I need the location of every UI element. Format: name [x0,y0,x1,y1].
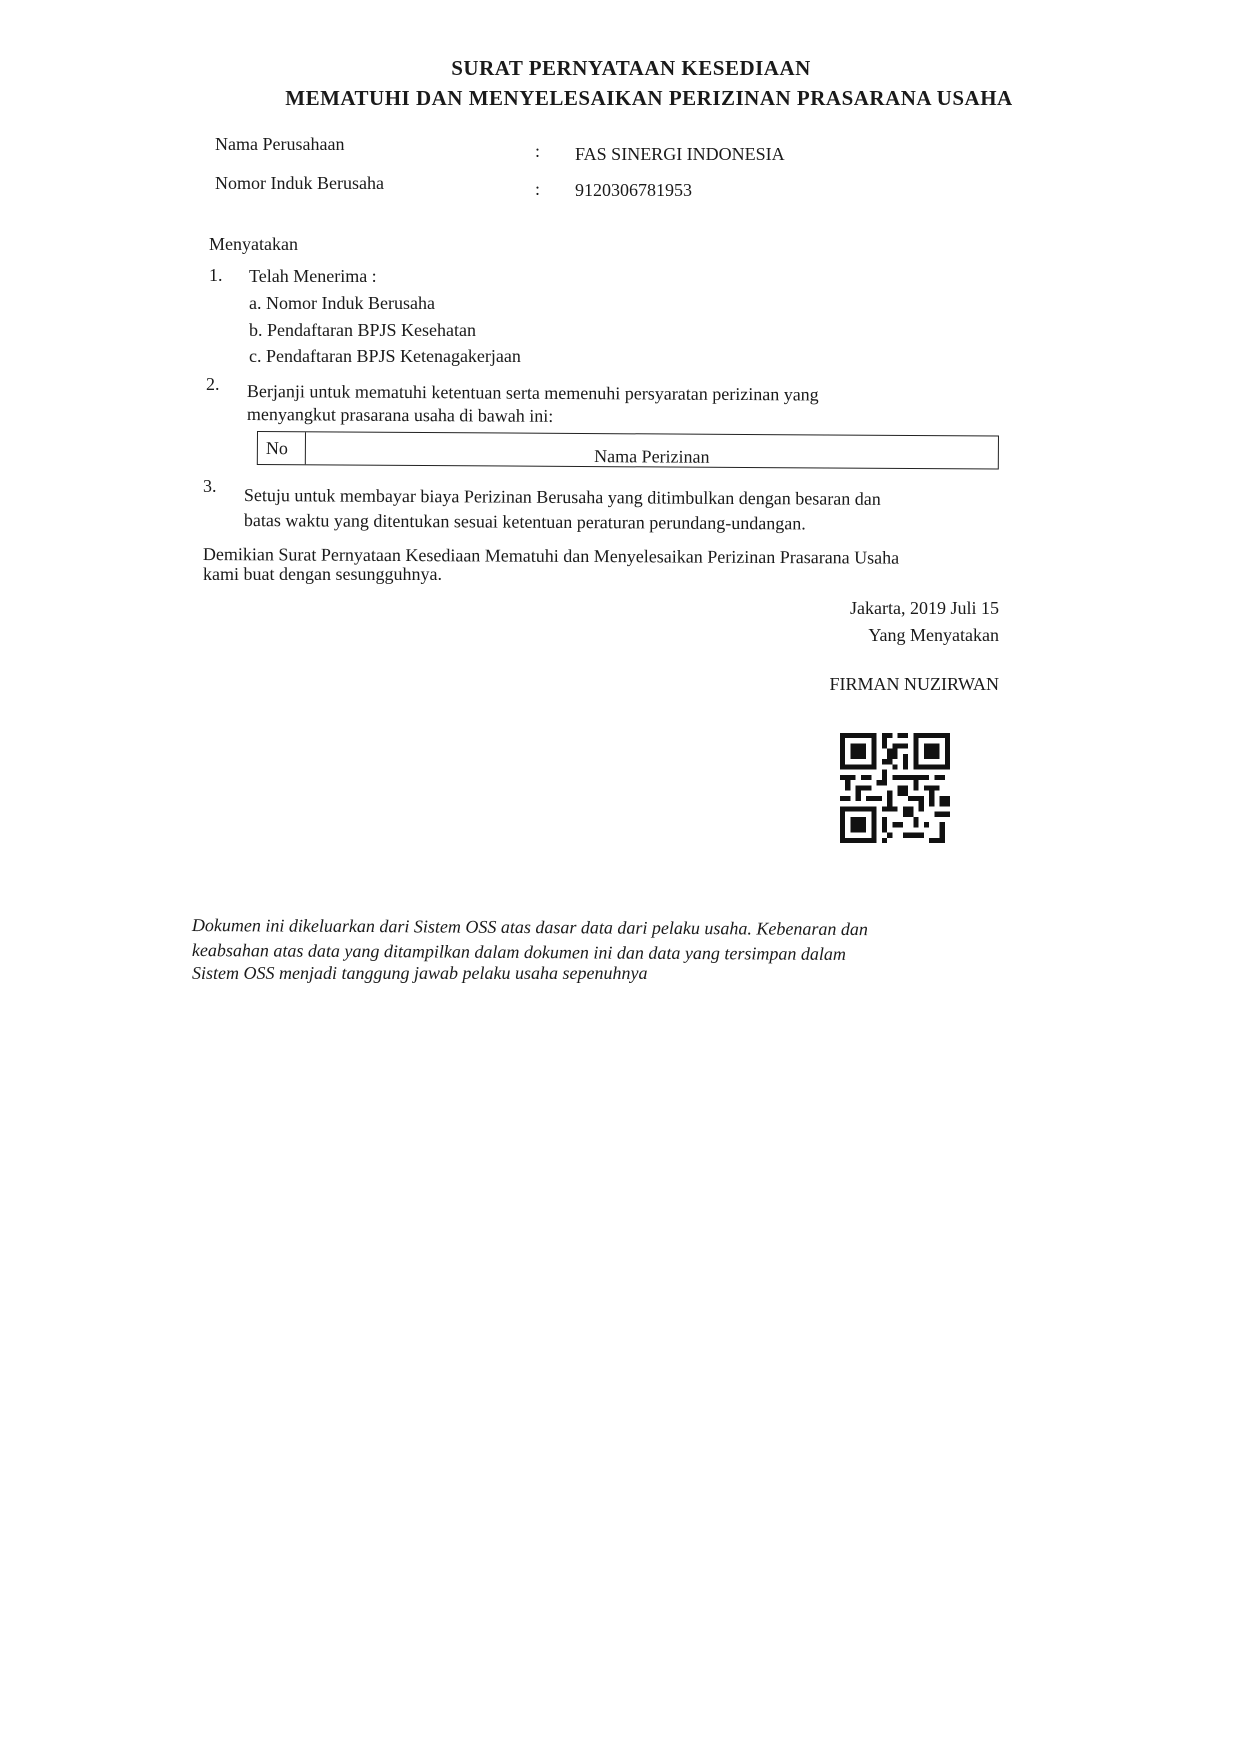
statement-intro: Menyatakan [209,234,298,254]
item1-text: Telah Menerima : [249,266,377,286]
footnote-line2: keabsahan atas data yang ditampilkan dalam dokumen ini dan data yang tersimpan dalam [191,940,846,964]
qr-code-icon [840,733,950,843]
item2-line2: menyangkut prasarana usaha di bawah ini: [246,403,554,426]
document-title-line2: MEMATUHI DAN MENYELESAIKAN PERIZINAN PRASARANA USAHA [285,86,1013,110]
place-date: Jakarta, 2019 Juli 15 [850,598,999,618]
signer-role: Yang Menyatakan [868,625,999,645]
footnote-line3: Sistem OSS menjadi tanggung jawab pelaku usaha sepenuhnya [192,963,648,983]
document-title-line1: SURAT PERNYATAAN KESEDIAAN [451,56,811,80]
item2-line1: Berjanji untuk mematuhi ketentuan serta memenuhi persyaratan perizinan yang [246,380,819,405]
item1-subitem-c: c. Pendaftaran BPJS Ketenagakerjaan [249,346,521,366]
field-value-business-id: 9120306781953 [575,180,692,200]
item1-number: 1. [209,265,223,285]
footnote-line1: Dokumen ini dikeluarkan dari Sistem OSS atas dasar data dari pelaku usaha. Kebenaran dan [191,915,868,940]
permit-table [257,431,999,470]
closing-line1: Demikian Surat Pernyataan Kesediaan Mematuhi dan Menyelesaikan Perizinan Prasarana Usaha [202,544,900,568]
field-value-company-name: FAS SINERGI INDONESIA [575,144,785,164]
item1-subitem-b: b. Pendaftaran BPJS Kesehatan [249,320,476,340]
item3-number: 3. [203,476,217,496]
field-label-business-id: Nomor Induk Berusaha [215,173,384,193]
item2-number: 2. [206,374,220,394]
field-separator: : [535,141,541,161]
item1-subitem-a: a. Nomor Induk Berusaha [249,293,435,313]
field-label-company-name: Nama Perusahaan [215,134,345,154]
permit-table-header-no: No [258,432,306,464]
signer-name: FIRMAN NUZIRWAN [829,674,999,694]
item3-line1: Setuju untuk membayar biaya Perizinan Berusaha yang ditimbulkan dengan besaran dan [243,484,881,509]
closing-line2: kami buat dengan sesungguhnya. [203,564,442,584]
field-separator: : [535,179,541,199]
item3-line2: batas waktu yang ditentukan sesuai ketentuan peraturan perundang-undangan. [243,509,806,534]
permit-table-header-name: Nama Perizinan [594,446,710,467]
